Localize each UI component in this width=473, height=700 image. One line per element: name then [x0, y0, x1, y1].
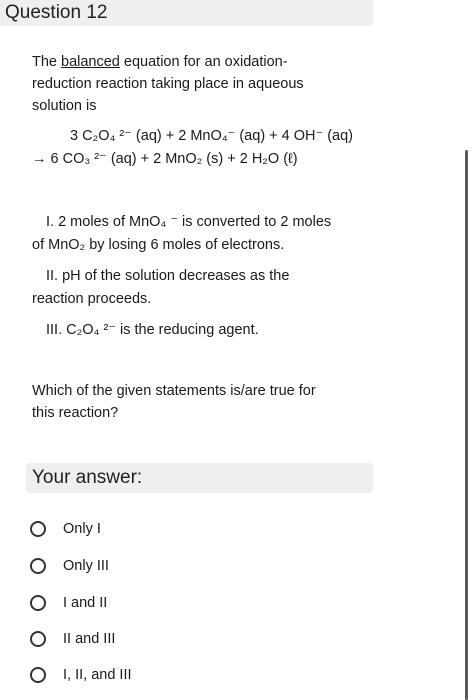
statement-1-line-1: I. 2 moles of MnO₄ ⁻ is converted to 2 moles — [46, 214, 332, 230]
equation-line-1: 3 C₂O₄ ²⁻ (aq) + 2 MnO₄⁻ (aq) + 4 OH⁻ (aq) — [70, 128, 353, 144]
scrollbar[interactable] — [465, 150, 468, 700]
option-i-ii-and-iii[interactable] — [30, 664, 132, 686]
option-i-and-ii[interactable] — [30, 592, 107, 614]
equation-line-2: → 6 CO₃ ²⁻ (aq) + 2 MnO₂ (s) + 2 H₂O (ℓ) — [32, 151, 298, 167]
intro-line-1 — [32, 52, 288, 73]
prompt-line-1: Which of the given statements is/are true for — [32, 383, 316, 399]
intro-underlined-word: balanced — [61, 54, 120, 70]
option-ii-and-iii[interactable] — [30, 628, 115, 650]
option-label: II and III — [63, 631, 116, 647]
radio-icon[interactable] — [30, 595, 46, 611]
radio-icon[interactable] — [30, 558, 46, 574]
statement-3: III. C₂O₄ ²⁻ is the reducing agent. — [46, 322, 259, 338]
radio-icon[interactable] — [30, 631, 46, 647]
answer-title: Your answer: — [32, 467, 143, 488]
option-only-i[interactable] — [30, 518, 101, 540]
question-title: Question 12 — [5, 2, 108, 23]
intro-line-3: solution is — [32, 98, 97, 114]
statement-1-line-2: of MnO₂ by losing 6 moles of electrons. — [32, 237, 285, 253]
radio-icon[interactable] — [30, 667, 46, 683]
option-only-iii[interactable] — [30, 555, 109, 577]
radio-icon[interactable] — [30, 521, 46, 537]
intro-line-1-pre: The — [32, 54, 62, 70]
prompt-line-2: this reaction? — [32, 405, 119, 421]
option-label: I and II — [63, 595, 108, 611]
answer-header — [26, 463, 373, 493]
intro-line-2: reduction reaction taking place in aqueous — [32, 76, 304, 92]
intro-line-1-post: equation for an oxidation- — [119, 54, 288, 70]
statement-2-line-2: reaction proceeds. — [32, 291, 152, 307]
question-header — [0, 0, 373, 26]
statement-2-line-1: II. pH of the solution decreases as the — [46, 268, 290, 284]
option-label: Only I — [63, 521, 101, 537]
option-label: Only III — [63, 558, 109, 574]
option-label: I, II, and III — [63, 667, 132, 683]
